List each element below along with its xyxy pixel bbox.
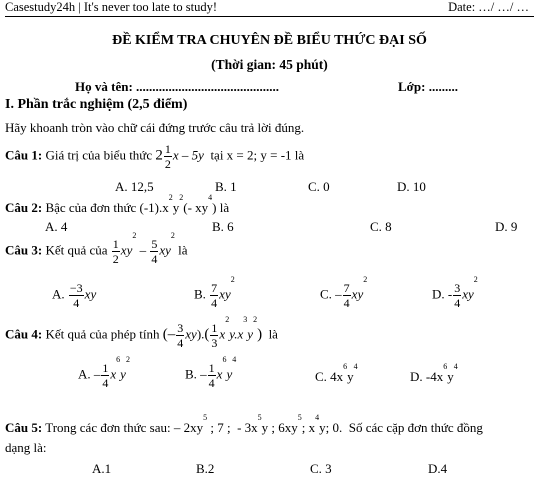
question-text: Trong các đơn thức sau: – 2xy bbox=[45, 420, 204, 435]
question-label: Câu 5: bbox=[5, 420, 43, 435]
q1-option-b[interactable]: B. 1 bbox=[215, 179, 237, 194]
q5-option-c[interactable]: C. 3 bbox=[310, 461, 332, 476]
page-subtitle: (Thời gian: 45 phút) bbox=[211, 57, 328, 72]
question-text: Giá trị của biểu thức bbox=[45, 147, 153, 163]
q1-option-a[interactable]: A. 12,5 bbox=[115, 179, 154, 194]
question-tail: Số các cặp đơn thức đồng bbox=[348, 420, 483, 435]
question-text: Bậc của đơn thức (-1).x bbox=[45, 200, 169, 215]
q4-option-c[interactable]: C. $4x^6y^4$ bbox=[315, 362, 358, 384]
q2-option-b[interactable]: B. 6 bbox=[212, 219, 234, 234]
q1-option-d[interactable]: D. 10 bbox=[397, 179, 426, 194]
section-heading: I. Phần trắc nghiệm (2,5 điểm) bbox=[5, 97, 188, 112]
question-4: Câu 4: Kết quả của phép tính (– $\frac{3}{4}$ xy).( $\frac{1}{3}$ $x^2y.x^3y^2$) là bbox=[5, 315, 278, 350]
q2-option-a[interactable]: A. 4 bbox=[45, 219, 68, 234]
name-field bbox=[75, 79, 279, 95]
q5-option-b[interactable]: B.2 bbox=[196, 461, 215, 476]
page-title: ĐỀ KIỂM TRA CHUYÊN ĐỀ BIỂU THỨC ĐẠI SỐ bbox=[112, 33, 427, 48]
question-label: Câu 1: bbox=[5, 147, 43, 163]
q4-option-b[interactable]: B. – $\frac{1}{4}$ $x^6y^4$ bbox=[185, 355, 237, 390]
fraction: $\frac{1}{2}$ bbox=[164, 142, 171, 171]
name-label: Họ và tên: bbox=[75, 79, 133, 94]
question-2: Câu 2: Bậc của đơn thức $(-1).x^2y^2(-$ $xy^4$) là bbox=[5, 193, 230, 215]
header-divider bbox=[5, 16, 534, 17]
question-end: là bbox=[268, 326, 278, 342]
q5-option-d[interactable]: D.4 bbox=[428, 461, 448, 476]
question-text: Kết quả của bbox=[45, 242, 108, 258]
q4-option-a[interactable]: A. – $\frac{1}{4}$ $x^6y^2$ bbox=[78, 355, 130, 390]
date-field: Date: …/ …/ … bbox=[448, 0, 529, 14]
q3-option-c[interactable]: C. – $\frac{7}{4}$ $xy^2$ bbox=[320, 275, 368, 310]
q5-option-a[interactable]: A.1 bbox=[92, 461, 112, 476]
question-label: Câu 4: bbox=[5, 326, 43, 342]
question-1 bbox=[5, 143, 304, 170]
condition-text: tại x = 2; y = -1 là bbox=[210, 147, 305, 163]
class-field bbox=[398, 79, 458, 95]
question-label: Câu 2: bbox=[5, 200, 43, 215]
question-end: là bbox=[178, 242, 188, 258]
class-label: Lớp: bbox=[398, 79, 426, 94]
q3-option-a[interactable]: A. $\frac{-3}{4}$ xy bbox=[52, 281, 97, 310]
instruction-text: Hãy khoanh tròn vào chữ cái đứng trước câu trả lời đúng. bbox=[5, 120, 305, 135]
question-label: Câu 3: bbox=[5, 242, 43, 258]
q2-option-d[interactable]: D. 9 bbox=[495, 219, 518, 234]
q3-option-d[interactable]: D. - $\frac{3}{4}$ $xy^2$ bbox=[432, 275, 478, 310]
question-3: Câu 3: Kết quả của $\frac{1}{2}$ $xy^2$ – $\frac{5}{4}$ $xy^2$ là bbox=[5, 231, 188, 266]
q1-option-c[interactable]: C. 0 bbox=[308, 179, 330, 194]
class-dots: ......... bbox=[428, 79, 458, 94]
site-header-left: Casestudy24h | It's never too late to study! bbox=[5, 0, 218, 14]
expression: x – 5y bbox=[172, 147, 204, 163]
q3-option-b[interactable]: B. $\frac{7}{4}$ $xy^2$ bbox=[194, 275, 235, 310]
question-text: Kết quả của phép tính bbox=[45, 326, 160, 342]
q4-option-d[interactable]: D. $-4x^6y^4$ bbox=[410, 362, 458, 384]
question-5: Câu 5: Trong các đơn thức sau: – $2xy^5$ ; 7 ; - $3x^5y$ ; $6xy^5$; $x^4y$; 0. Số các cặp đơn thức đồng bbox=[5, 413, 483, 435]
mixed-number: 2 bbox=[155, 147, 163, 164]
question-5-line2: dạng là: bbox=[5, 440, 47, 455]
name-dots: ............................................ bbox=[136, 79, 280, 94]
q2-option-c[interactable]: C. 8 bbox=[370, 219, 392, 234]
